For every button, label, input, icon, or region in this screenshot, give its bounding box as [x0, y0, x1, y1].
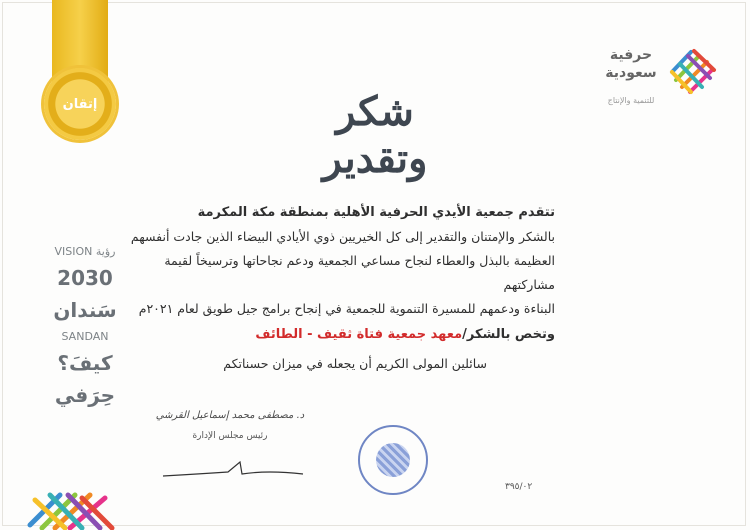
reference-number: ٣٩٥/٠٢ — [505, 482, 533, 492]
woven-pattern-icon — [662, 42, 720, 102]
vision-label: VISION رؤية — [54, 245, 116, 258]
signatory-role: رئيس مجلس الإدارة — [192, 431, 268, 441]
official-stamp-icon — [358, 425, 428, 495]
partner-logos-column — [45, 245, 125, 415]
sandan-arabic-logo: سَندان — [53, 298, 117, 322]
logo-subtitle: للتنمية والإنتاج — [607, 96, 655, 105]
certificate-body — [125, 201, 555, 347]
hirafi-logo: حِرَفي — [54, 383, 116, 407]
honor-prefix: وتخص بالشكر/ — [462, 327, 555, 342]
certificate-title: شكر وتقدير — [322, 88, 428, 182]
kaifa-logo: كيفَ؟ — [57, 351, 113, 375]
body-line-1: بالشكر والإمتنان والتقدير إلى كل الخيريين ذوي الأيادي البيضاء الذين جادت أنفسهم — [130, 229, 555, 244]
stamp-emblem — [376, 443, 410, 477]
hirfia-saudia-logo — [600, 38, 720, 108]
logo-text: حرفية سعودية — [605, 47, 657, 81]
honoree-line — [125, 323, 555, 347]
signature-block — [150, 410, 310, 441]
body-line-3: البناءة ودعمهم للمسيرة التنموية للجمعية في إنجاح برامج جيل طويق لعام ٢٠٢١م — [138, 301, 555, 316]
gold-seal-icon — [44, 68, 116, 140]
presenter-line: تتقدم جمعية الأيدي الحرفية الأهلية بمنطقة مكة المكرمة — [197, 205, 555, 220]
signatory-name: د. مصطفى محمد إسماعيل القرشي — [155, 410, 305, 421]
closing-line: سائلين المولى الكريم أن يجعله في ميزان حسناتكم — [223, 356, 487, 371]
woven-pattern-corner-icon — [20, 470, 120, 530]
honoree-name: معهد جمعية فتاة ثقيف - الطائف — [255, 327, 463, 342]
seal-label: إتقان — [62, 96, 98, 112]
handwritten-signature-icon — [158, 456, 308, 484]
body-line-2: العظيمة بالبذل والعطاء لنجاح مساعي الجمعية ودعم نجاحاتها وترسيخاً لقيمة مشاركتهم — [164, 253, 555, 292]
sandan-logo: SANDAN — [61, 330, 109, 343]
vision-2030-logo: 2030 — [57, 266, 113, 290]
